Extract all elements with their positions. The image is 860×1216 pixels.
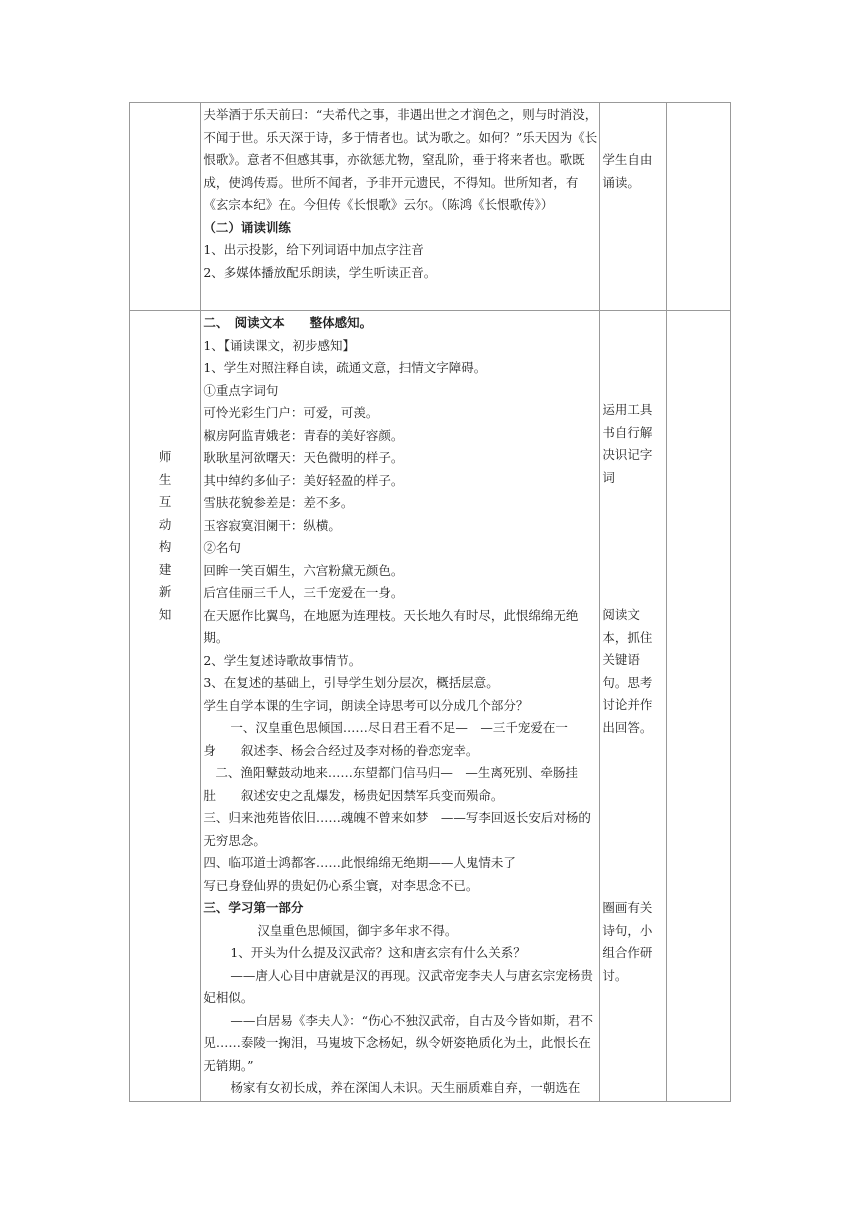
text-line: 一、汉皇重色思倾国……尽日君王看不足— —三千宠爱在一	[230, 720, 568, 735]
table-row	[130, 311, 731, 1102]
preface-text: 夫举酒于乐天前曰：“夫希代之事，非遇出世之才润色之，则与时消没，不闻于世。乐天深于诗，多于情者也。试为歌之。如何？”乐天因为《长恨歌》。意者不但感其事，亦欲惩尤物，窒乱阶，垂于将来者也。歌既成，使鸿传焉。世所不闻者，予非开元遗民，不得知。世所知者，有《玄宗本纪》在。今但传《长恨歌》云尔。（陈鸿《长恨歌传》）	[203, 107, 598, 212]
student-activity-cell	[600, 311, 666, 1102]
stage-cell	[130, 311, 201, 1102]
list-item: 1、出示投影，给下列词语中加点字注音	[203, 242, 424, 257]
student-activity-cell	[600, 103, 666, 311]
list-item: 玉容寂寞泪阑干：纵横。	[203, 517, 341, 533]
text-line: 杨家有女初长成，养在深闺人未识。天生丽质难自弃，一朝选在	[230, 1080, 581, 1095]
student-note: 阅读文本，抓住关键语句。思考讨论并作出回答。	[602, 607, 653, 735]
section-heading: 二、 阅读文本 整体感知。	[203, 315, 373, 330]
stage-label-char: 知	[158, 606, 172, 622]
text-line: ——白居易《李夫人》：“伤心不独汉武帝，自古及今皆如斯，君不见……泰陵一掬泪，马嵬坡下念杨妃，纵令妍姿艳质化为土，此恨长在无销期。”	[203, 1012, 593, 1073]
design-intent-cell	[666, 311, 730, 1102]
text-line: 1、学生对照注释自读，疏通文意，扫情文字障碍。	[203, 360, 487, 375]
student-note: 运用工具书自行解决识记字词	[602, 402, 653, 485]
stage-label-char: 动	[158, 516, 172, 532]
list-item: 2、多媒体播放配乐朗读，学生听读正音。	[203, 264, 437, 280]
lesson-plan-table	[129, 102, 731, 1102]
design-intent-cell	[666, 103, 730, 311]
stage-label-char: 构	[158, 539, 172, 554]
text-line: 四、临邛道士鸿都客……此恨绵绵无绝期——人鬼情未了	[203, 855, 516, 870]
stage-label-char: 互	[158, 494, 172, 509]
text-line: 写已身登仙界的贵妃仍心系尘寰，对李思念不已。	[203, 877, 479, 893]
list-item: 雪肤花貌参差是：差不多。	[203, 495, 354, 510]
list-item: 后宫佳丽三千人，三千宠爱在一身。	[203, 585, 404, 600]
list-item: 可怜光彩生门户：可爱，可羡。	[203, 405, 379, 420]
list-item: 其中绰约多仙子：美好轻盈的样子。	[203, 472, 404, 488]
text-line: 三、归来池苑皆依旧……魂魄不曾来如梦 ——写李回返长安后对杨的无穷思念。	[203, 810, 591, 848]
section-heading: 三、学习第一部分	[203, 900, 304, 915]
list-item: 耿耿星河欲曙天：天色微明的样子。	[203, 450, 404, 465]
text-line: 2、学生复述诗歌故事情节。	[203, 652, 362, 668]
list-item: 回眸一笑百媚生，六宫粉黛无颜色。	[203, 562, 404, 578]
text-line: 学生自学本课的生字词，朗读全诗思考可以分成几个部分？	[203, 697, 529, 713]
text-line: 汉皇重色思倾国，御宇多年求不得。	[257, 922, 458, 938]
text-line: 1、【诵读课文，初步感知】	[203, 337, 356, 353]
text-line: 身 叙述李、杨会合经过及李对杨的眷恋宠幸。	[203, 742, 479, 758]
text-line: 3、在复述的基础上，引导学生划分层次，概括层意。	[203, 675, 499, 690]
stage-label-char: 新	[158, 584, 172, 599]
text-line: 肚 叙述安史之乱爆发，杨贵妃因禁军兵变而殒命。	[203, 787, 504, 803]
text-line: 二、渔阳鼙鼓动地来……东望都门信马归— —生离死别、牵肠挂	[215, 765, 578, 780]
section-heading: （二）诵读训练	[203, 219, 291, 235]
stage-label-char: 生	[158, 471, 172, 487]
student-note: 学生自由诵读。	[602, 152, 653, 190]
list-item: 在天愿作比翼鸟，在地愿为连理枝。天长地久有时尽，此恨绵绵无绝期。	[203, 607, 579, 645]
activity-cell	[201, 103, 600, 311]
text-line: ——唐人心目中唐就是汉的再现。汉武帝宠李夫人与唐玄宗宠杨贵妃相似。	[203, 967, 593, 1005]
stage-label	[130, 311, 200, 626]
stage-cell	[130, 103, 201, 311]
stage-label-char: 师	[158, 449, 172, 464]
student-note: 圈画有关诗句，小组合作研讨。	[602, 900, 653, 983]
text-line: ①重点字词句	[203, 382, 279, 398]
stage-label-char: 建	[158, 561, 172, 577]
activity-cell	[201, 311, 600, 1102]
list-item: 椒房阿监青娥老：青春的美好容颜。	[203, 427, 404, 443]
text-line: 1、开头为什么提及汉武帝？这和唐玄宗有什么关系？	[230, 945, 526, 960]
text-line: ②名句	[203, 540, 241, 555]
table-row	[130, 103, 731, 311]
